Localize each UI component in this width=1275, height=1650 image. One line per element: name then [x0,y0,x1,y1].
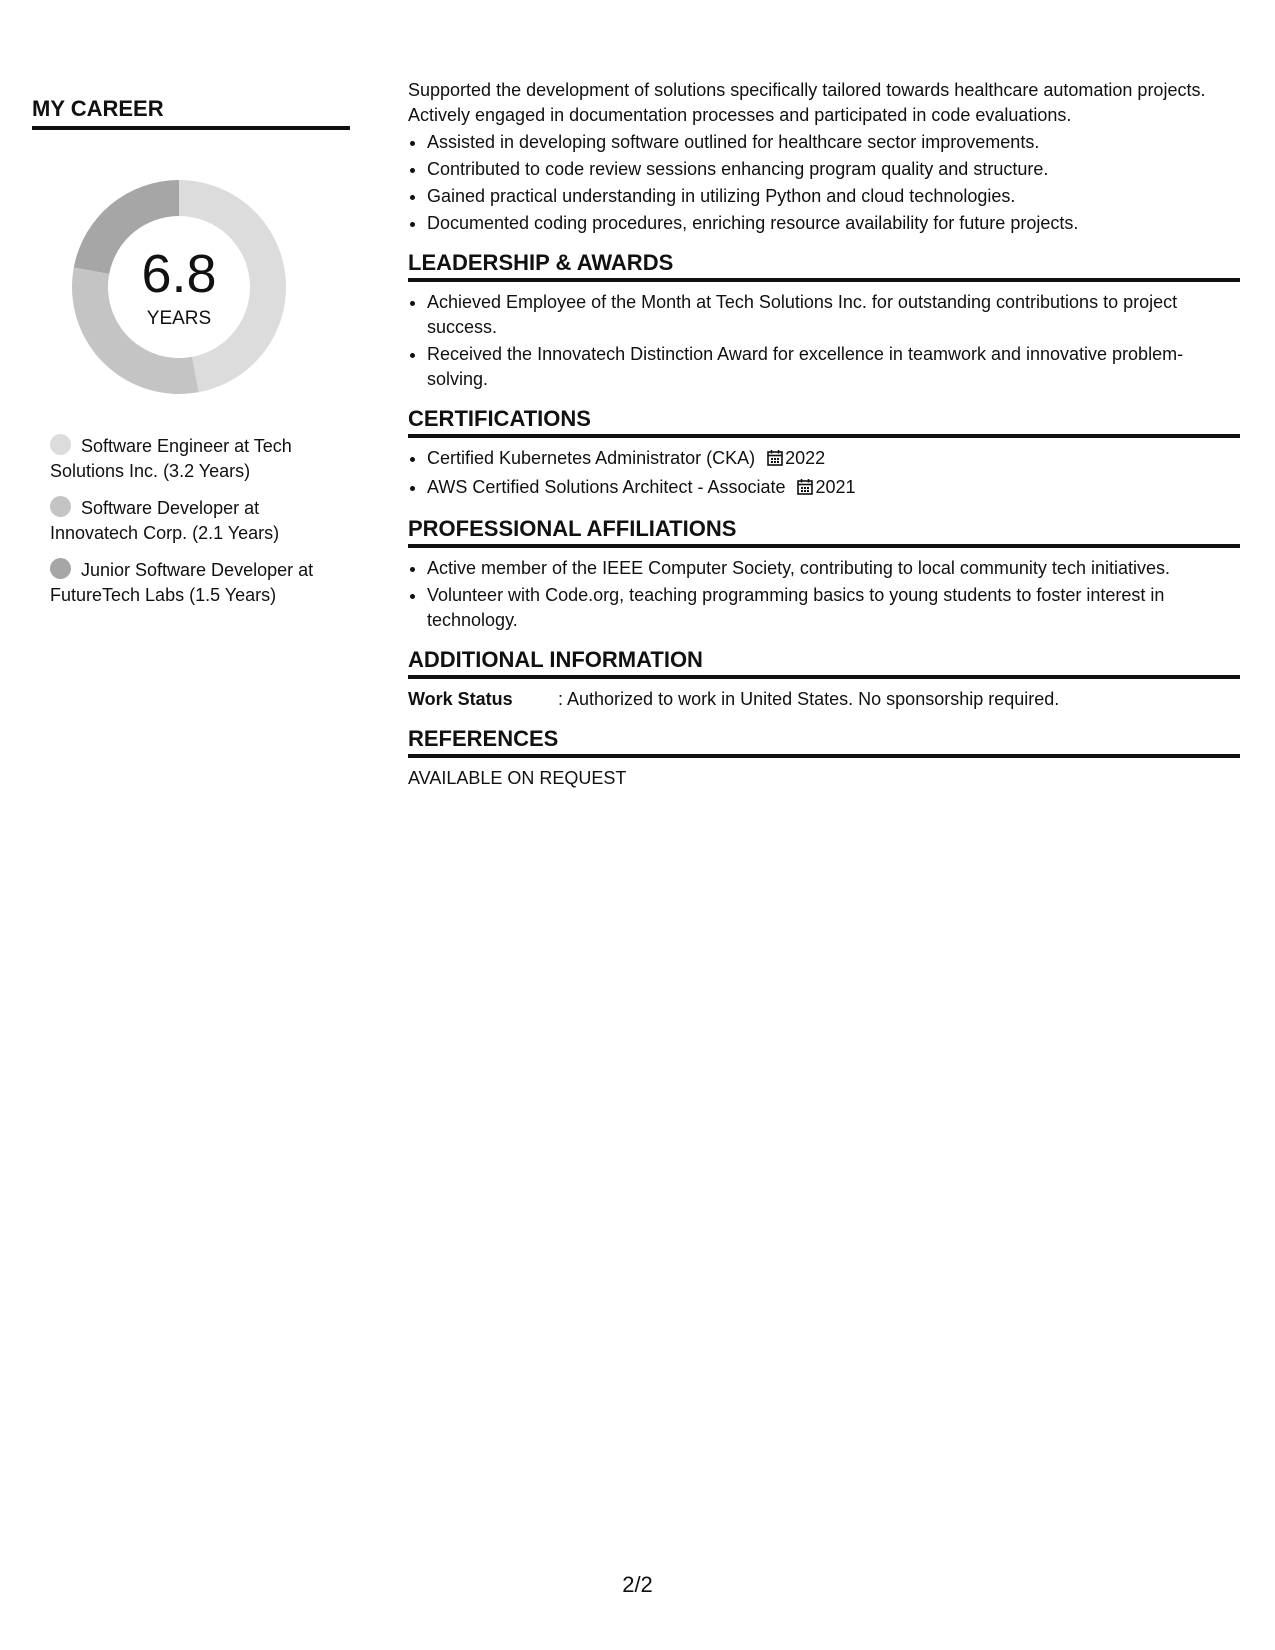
list-item: • Received the Innovatech Distinction Award for excellence in teamwork and innovative problem-solving. [427,342,1240,392]
career-donut-chart [66,174,292,400]
certifications-section [408,406,1240,502]
certifications-title: CERTIFICATIONS [408,406,1240,438]
career-legend [50,434,350,608]
list-item: • Active member of the IEEE Computer Society, contributing to local community tech initiatives. [427,556,1240,581]
list-item: • Documented coding procedures, enriching resource availability for future projects. [427,211,1240,236]
leadership-section [408,250,1240,392]
leadership-list [408,290,1240,392]
additional-info-title: ADDITIONAL INFORMATION [408,647,1240,679]
cert-year: 2022 [785,448,826,468]
references-text: AVAILABLE ON REQUEST [408,768,627,788]
legend-item [50,558,340,608]
work-status-label: Work Status [408,689,513,709]
main-content [408,78,1240,791]
list-item: • Assisted in developing software outlined for healthcare sector improvements. [427,130,1240,155]
list-item: • Achieved Employee of the Month at Tech Solutions Inc. for outstanding contributions to project success. [427,290,1240,340]
leadership-title: LEADERSHIP & AWARDS [408,250,1240,282]
list-item [427,475,1240,502]
cert-name: Certified Kubernetes Administrator (CKA) [427,448,756,468]
experience-summary: Supported the development of solutions specifically tailored towards healthcare automation projects. Actively engaged in documentation processes and participated in code evaluations. [408,80,1206,125]
legend-item [50,496,340,546]
affiliations-section [408,516,1240,633]
legend-dot-2 [50,558,71,579]
career-total-years: 6.8 [141,244,217,304]
page-number: 2/2 [622,1572,653,1597]
cert-year: 2021 [815,477,856,497]
career-title: MY CAREER [32,96,350,130]
career-years-unit: YEARS [146,308,212,329]
list-item: • Volunteer with Code.org, teaching programming basics to young students to foster interest in technology. [427,583,1240,633]
legend-label: Junior Software Developer at FutureTech Labs (1.5 Years) [50,560,314,605]
list-item: • Gained practical understanding in utilizing Python and cloud technologies. [427,184,1240,209]
career-sidebar [32,96,350,620]
list-item: • Contributed to code review sessions enhancing program quality and structure. [427,157,1240,182]
work-status-row [408,687,1240,712]
cert-name: AWS Certified Solutions Architect - Associate [427,477,786,497]
legend-label: Software Developer at Innovatech Corp. (2.1 Years) [50,498,280,543]
legend-dot-1 [50,496,71,517]
donut-center [66,174,292,400]
experience-bullets [408,130,1240,236]
references-title: REFERENCES [408,726,1240,758]
affiliations-title: PROFESSIONAL AFFILIATIONS [408,516,1240,548]
affiliations-list [408,556,1240,633]
certifications-list [408,446,1240,502]
work-status-value: : Authorized to work in United States. No sponsorship required. [558,689,1060,709]
calendar-icon [767,448,783,473]
legend-item [50,434,340,484]
legend-dot-0 [50,434,71,455]
additional-info-section [408,647,1240,712]
list-item [427,446,1240,473]
legend-label: Software Engineer at Tech Solutions Inc. (3.2 Years) [50,436,292,481]
calendar-icon [797,477,813,502]
references-section [408,726,1240,791]
